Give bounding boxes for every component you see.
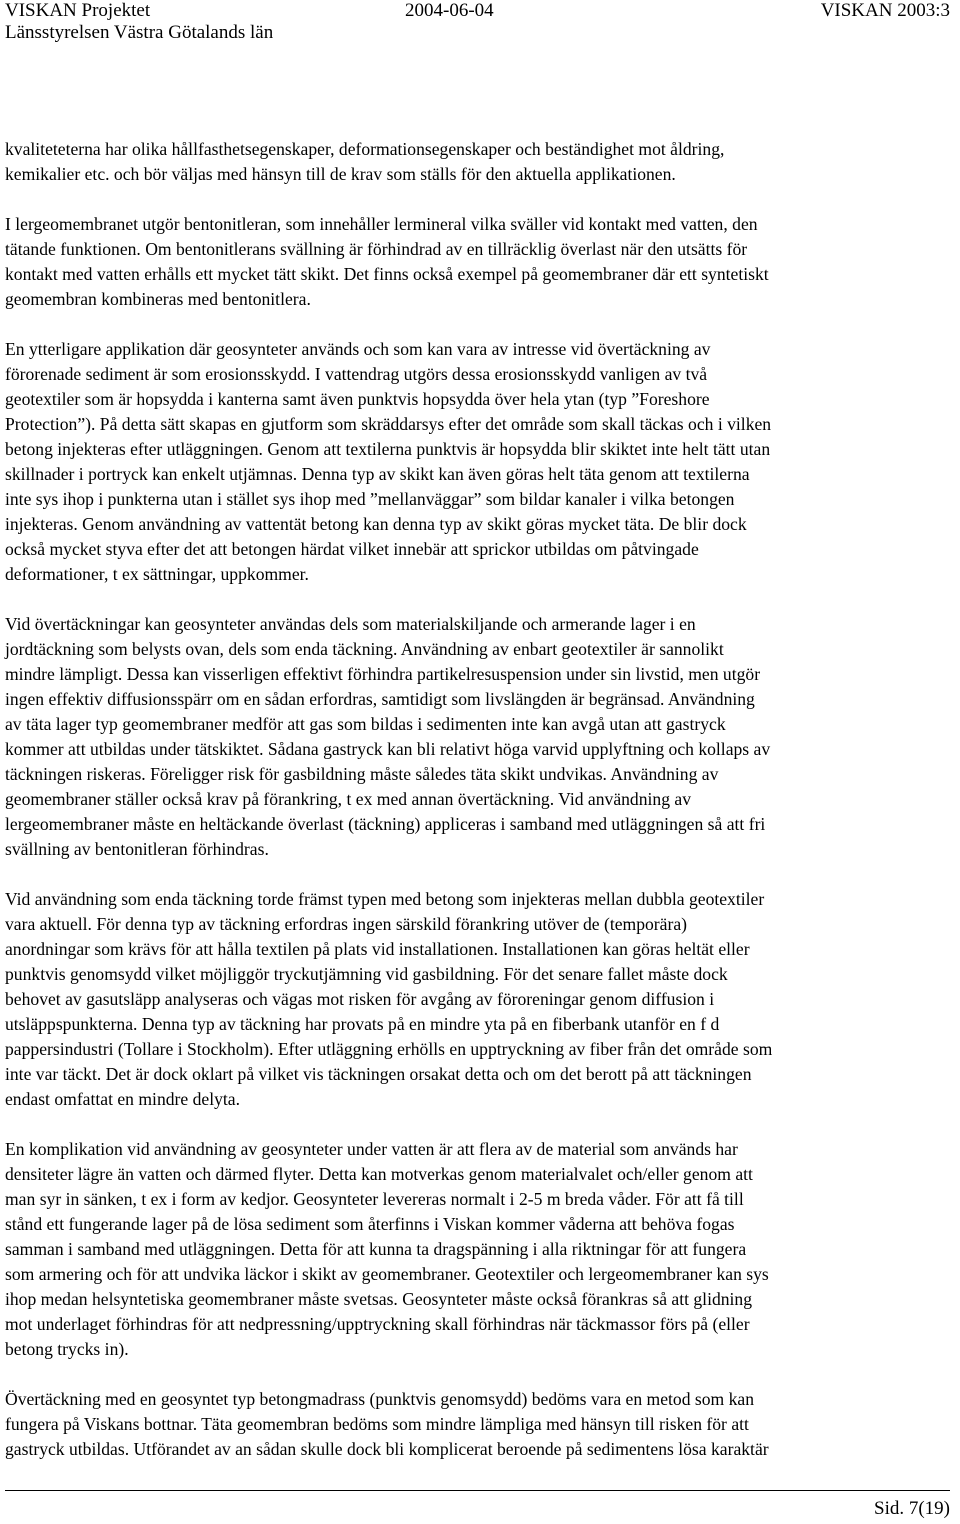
text-line: inte var täckt. Det är dock oklart på vilket vis täckningen orsakat detta och om det berott på att täckningen: [5, 1064, 752, 1084]
text-line: densiteter lägre än vatten och därmed flyter. Detta kan motverkas genom materialvalet och/eller genom att: [5, 1164, 753, 1184]
text-line: kemikalier etc. och bör väljas med hänsyn till de krav som ställs för den aktuella applikationen.: [5, 164, 676, 184]
paragraph: [5, 887, 955, 1112]
text-line: injekteras. Genom användning av vattentät betong kan denna typ av skikt göras mycket täta. De blir dock: [5, 514, 747, 534]
text-line: En ytterligare applikation där geosynteter används och som kan vara av intresse vid övertäckning av: [5, 339, 711, 359]
text-line: Vid användning som enda täckning torde främst typen med betong som injekteras mellan dubbla geotextiler: [5, 889, 765, 909]
text-line: vara aktuell. För denna typ av täckning erfordras ingen särskild förankring utöver de (temporära): [5, 914, 687, 934]
organization-name: Länsstyrelsen Västra Götalands län: [5, 22, 274, 43]
paragraph: [5, 337, 955, 587]
text-line: geotextiler som är hopsydda i kanterna samt även punktvis hopsydda över hela ytan (typ ”Foreshore: [5, 389, 710, 409]
text-line: anordningar som krävs för att hålla textilen på plats vid installationen. Installationen kan göras heltät eller: [5, 939, 750, 959]
text-line: Övertäckning med en geosyntet typ betongmadrass (punktvis genomsydd) bedöms vara en metod som kan: [5, 1389, 755, 1409]
page-number: Sid. 7(19): [874, 1498, 950, 1519]
text-line: behovet av gasutsläpp analyseras och vägas mot risken för avgång av föroreningar genom diffusion i: [5, 989, 715, 1009]
text-line: kommer att utbildas under tätskiktet. Sådana gastryck kan bli relativt höga varvid upplyftning och kollaps av: [5, 739, 771, 759]
text-line: man syr in sänken, t ex i form av kedjor. Geosynteter levereras normalt i 2-5 m breda våder. För att få till: [5, 1189, 744, 1209]
text-line: förorenade sediment är som erosionsskydd. I vattendrag utgörs dessa erosionsskydd vanligen av två: [5, 364, 708, 384]
text-line: geomembraner ställer också krav på förankring, t ex med annan övertäckning. Vid användning av: [5, 789, 692, 809]
text-line: endast omfattat en mindre delyta.: [5, 1089, 240, 1109]
text-line: Protection”). På detta sätt skapas en gjutform som skräddarsys efter det område som skall täckas och i vilken: [5, 414, 772, 434]
text-line: utsläppspunkterna. Denna typ av täckning har provats på en mindre yta på en fiberbank utanför en f d: [5, 1014, 720, 1034]
paragraph: [5, 1387, 955, 1462]
text-line: kontakt med vatten erhålls ett mycket tätt skikt. Det finns också exempel på geomembraner där ett syntetiskt: [5, 264, 769, 284]
text-line: tätande funktionen. Om bentonitlerans svällning är förhindrad av en tillräcklig överlast när den utsätts för: [5, 239, 748, 259]
footer-divider: [5, 1490, 950, 1491]
text-line: pappersindustri (Tollare i Stockholm). Efter utläggning erhölls en upptryckning av fiber från det område som: [5, 1039, 773, 1059]
text-line: jordtäckning som belysts ovan, dels som enda täckning. Användning av enbart geotextiler är sannolikt: [5, 639, 724, 659]
text-line: deformationer, t ex sättningar, uppkommer.: [5, 564, 309, 584]
text-line: täckningen riskeras. Föreligger risk för gasbildning måste således täta skikt undvikas. Användning av: [5, 764, 719, 784]
text-line: inte sys ihop i punkterna utan i stället sys ihop med ”mellanväggar” som bildar kanaler i vilka betongen: [5, 489, 735, 509]
page-header: [5, 0, 950, 46]
text-line: betong injekteras efter utläggningen. Genom att textilerna punktvis är hopsydda blir skiktet inte helt tätt utan: [5, 439, 771, 459]
text-line: lergeomembraner måste en heltäckande överlast (täckning) appliceras i samband med utläggningen så att fri: [5, 814, 766, 834]
text-line: fungera på Viskans bottnar. Täta geomembran bedöms som mindre lämpliga med hänsyn till risken för att: [5, 1414, 749, 1434]
project-name: VISKAN Projektet: [5, 0, 151, 21]
text-line: betong trycks in).: [5, 1339, 129, 1359]
text-line: stånd ett fungerande lager på de lösa sediment som återfinns i Viskan kommer våderna att behöva fogas: [5, 1214, 735, 1234]
text-line: geomembran kombineras med bentonitlera.: [5, 289, 311, 309]
text-line: svällning av bentonitleran förhindras.: [5, 839, 269, 859]
paragraph: [5, 137, 955, 187]
header-row-bottom: [5, 22, 950, 44]
text-line: mot underlaget förhindras för att nedpressning/upptryckning skall förhindras när täckmassor förs på (eller: [5, 1314, 750, 1334]
text-line: gastryck utbildas. Utförandet av an sådan skulle dock bli komplicerat beroende på sedimentens lösa karaktär: [5, 1439, 769, 1459]
text-line: ihop medan helsyntetiska geomembraner måste svetsas. Geosynteter måste också förankras så att glidning: [5, 1289, 753, 1309]
text-line: av täta lager typ geomembraner medför att gas som bildas i sedimenten inte kan avgå utan att gastryck: [5, 714, 726, 734]
text-line: kvaliteteterna har olika hållfasthetsegenskaper, deformationsegenskaper och beständighet mot åldring,: [5, 139, 725, 159]
document-date: 2004-06-04: [405, 0, 494, 21]
text-line: samman i samband med utläggningen. Detta för att kunna ta dragspänning i alla riktningar för att fungera: [5, 1239, 747, 1259]
text-line: En komplikation vid användning av geosynteter under vatten är att flera av de material som används har: [5, 1139, 738, 1159]
text-line: I lergeomembranet utgör bentonitleran, som innehåller lermineral vilka sväller vid kontakt med vatten, den: [5, 214, 758, 234]
text-line: som armering och för att undvika läckor i skikt av geomembraner. Geotextiler och lergeomembraner kan sys: [5, 1264, 769, 1284]
paragraph: [5, 1137, 955, 1362]
text-line: mindre lämpligt. Dessa kan visserligen effektivt förhindra partikelresuspension under sin livstid, men utgör: [5, 664, 761, 684]
text-line: ingen effektiv diffusionsspärr om en sådan erfordras, samtidigt som livslängden är begränsad. Användning: [5, 689, 755, 709]
header-row-top: [5, 0, 950, 22]
text-line: Vid övertäckningar kan geosynteter användas dels som materialskiljande och armerande lager i en: [5, 614, 696, 634]
document-id: VISKAN 2003:3: [820, 0, 950, 21]
paragraph: [5, 612, 955, 862]
text-line: skillnader i portryck kan enkelt utjämnas. Denna typ av skikt kan även göras helt täta genom att textilerna: [5, 464, 750, 484]
paragraph: [5, 212, 955, 312]
text-line: också mycket styva efter det att betongen härdat vilket innebär att sprickor utbildas om påtvingade: [5, 539, 699, 559]
document-body: [5, 137, 955, 1487]
text-line: punktvis genomsydd vilket möjliggör tryckutjämning vid gasbildning. För det senare fallet måste dock: [5, 964, 728, 984]
